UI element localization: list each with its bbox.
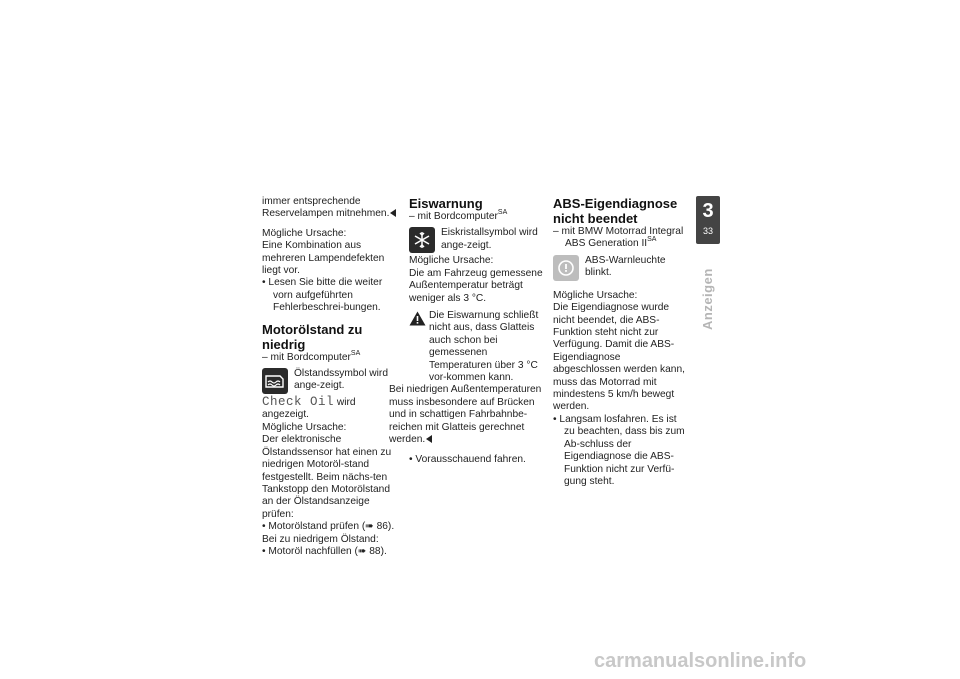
warning-note: Die Eiswarnung schließt nicht aus, dass Glatteis auch schon bei gemessenen Temperaturen über 3 °C vor-kommen kann.: [409, 310, 546, 384]
oil-level-icon: [262, 368, 288, 394]
low-level-label: Bei zu niedrigem Ölstand:: [262, 533, 379, 545]
column-3: [553, 196, 689, 488]
column-1: [262, 196, 399, 558]
abs-symbol-row: [553, 255, 689, 283]
end-of-section-icon: [390, 209, 396, 217]
section-heading-oil: Motorölstand zu niedrig: [262, 321, 363, 352]
cause-text: Der elektronische Ölstandssensor hat einen zu niedrigen Motoröl-stand festgestellt. Beim nächs-ten Tankstopp den Motorölstand an der Ölstandsanzeige prüfen:: [262, 434, 392, 520]
condition-line: – mit Bordcomputer$^{SA}$: [409, 209, 508, 222]
cause-text: Die Eigendiagnose wurde nicht beendet, die ABS-Funktion steht nicht zur Verfügung. Damit die ABS-Eigendiagnose abgeschlossen werden kann, muss das Motorrad mit mindestens 5 km/h bewegt werden.: [553, 302, 685, 413]
chapter-tab: [696, 196, 720, 244]
oil-symbol-row: [262, 368, 399, 396]
abs-icon-text: ABS-Warnleuchte blinkt.: [585, 254, 666, 279]
chapter-side-label: Anzeigen: [700, 268, 715, 330]
cause-text: Die am Fahrzeug gemessene Außentemperatur beträgt weniger als 3 °C.: [409, 267, 543, 304]
bullet-item: • Motorölstand prüfen (➠ 86).: [262, 521, 395, 533]
page-number: 33: [702, 226, 713, 236]
cause-label: Mögliche Ursache:: [409, 255, 494, 267]
watermark: carmanualsonline.info: [594, 650, 807, 672]
display-message: Check Oil wird angezeigt.: [262, 395, 356, 421]
ice-crystal-icon: [409, 227, 435, 253]
bullet-item: • Lesen Sie bitte die weiter vorn aufgeführten Fehlerbeschrei-bungen.: [262, 277, 383, 314]
end-of-section-icon: [426, 435, 432, 443]
cause-label: Mögliche Ursache:: [553, 289, 638, 301]
cause-text: Eine Kombination aus mehreren Lampendefekten liegt vor.: [262, 240, 385, 277]
column-2: [389, 196, 546, 466]
bullet-item: • Langsam losfahren. Es ist zu beachten, dass bis zum Ab-schluss der Eigendiagnose die ABS-Funktion nicht zur Verfü-gung steht.: [553, 413, 685, 487]
abs-warning-light-icon: [553, 255, 579, 281]
condition-line: – mit BMW Motorrad Integral ABS Generation $II^{SA}$: [553, 226, 684, 250]
ice-symbol-row: [409, 227, 546, 255]
section-heading-abs: ABS-Eigendiagnose nicht beendet: [553, 196, 678, 226]
chapter-number: 3: [702, 200, 714, 222]
intro-text: immer entsprechende Reservelampen mitnehmen.: [262, 196, 399, 221]
cause-label: Mögliche Ursache:: [262, 421, 347, 433]
warning-triangle-icon: [409, 311, 426, 326]
section-heading-ice: Eiswarnung: [409, 196, 483, 211]
warning-text-continued: Bei niedrigen Außentemperaturen muss insbesondere auf Brücken und in schattigen Fahrbahnbe-reichen mit Glatteis gerechnet werden.: [389, 384, 542, 446]
condition-line: – mit Bordcomputer$^{SA}$: [262, 349, 361, 363]
oil-icon-text: Ölstandssymbol wird ange-zeigt.: [294, 368, 388, 392]
cause-label: Mögliche Ursache:: [262, 227, 347, 239]
ice-icon-text: Eiskristallsymbol wird ange-zeigt.: [441, 227, 538, 251]
bullet-item: • Vorausschauend fahren.: [409, 453, 526, 465]
bullet-item: • Motoröl nachfüllen (➠ 88).: [262, 545, 387, 557]
